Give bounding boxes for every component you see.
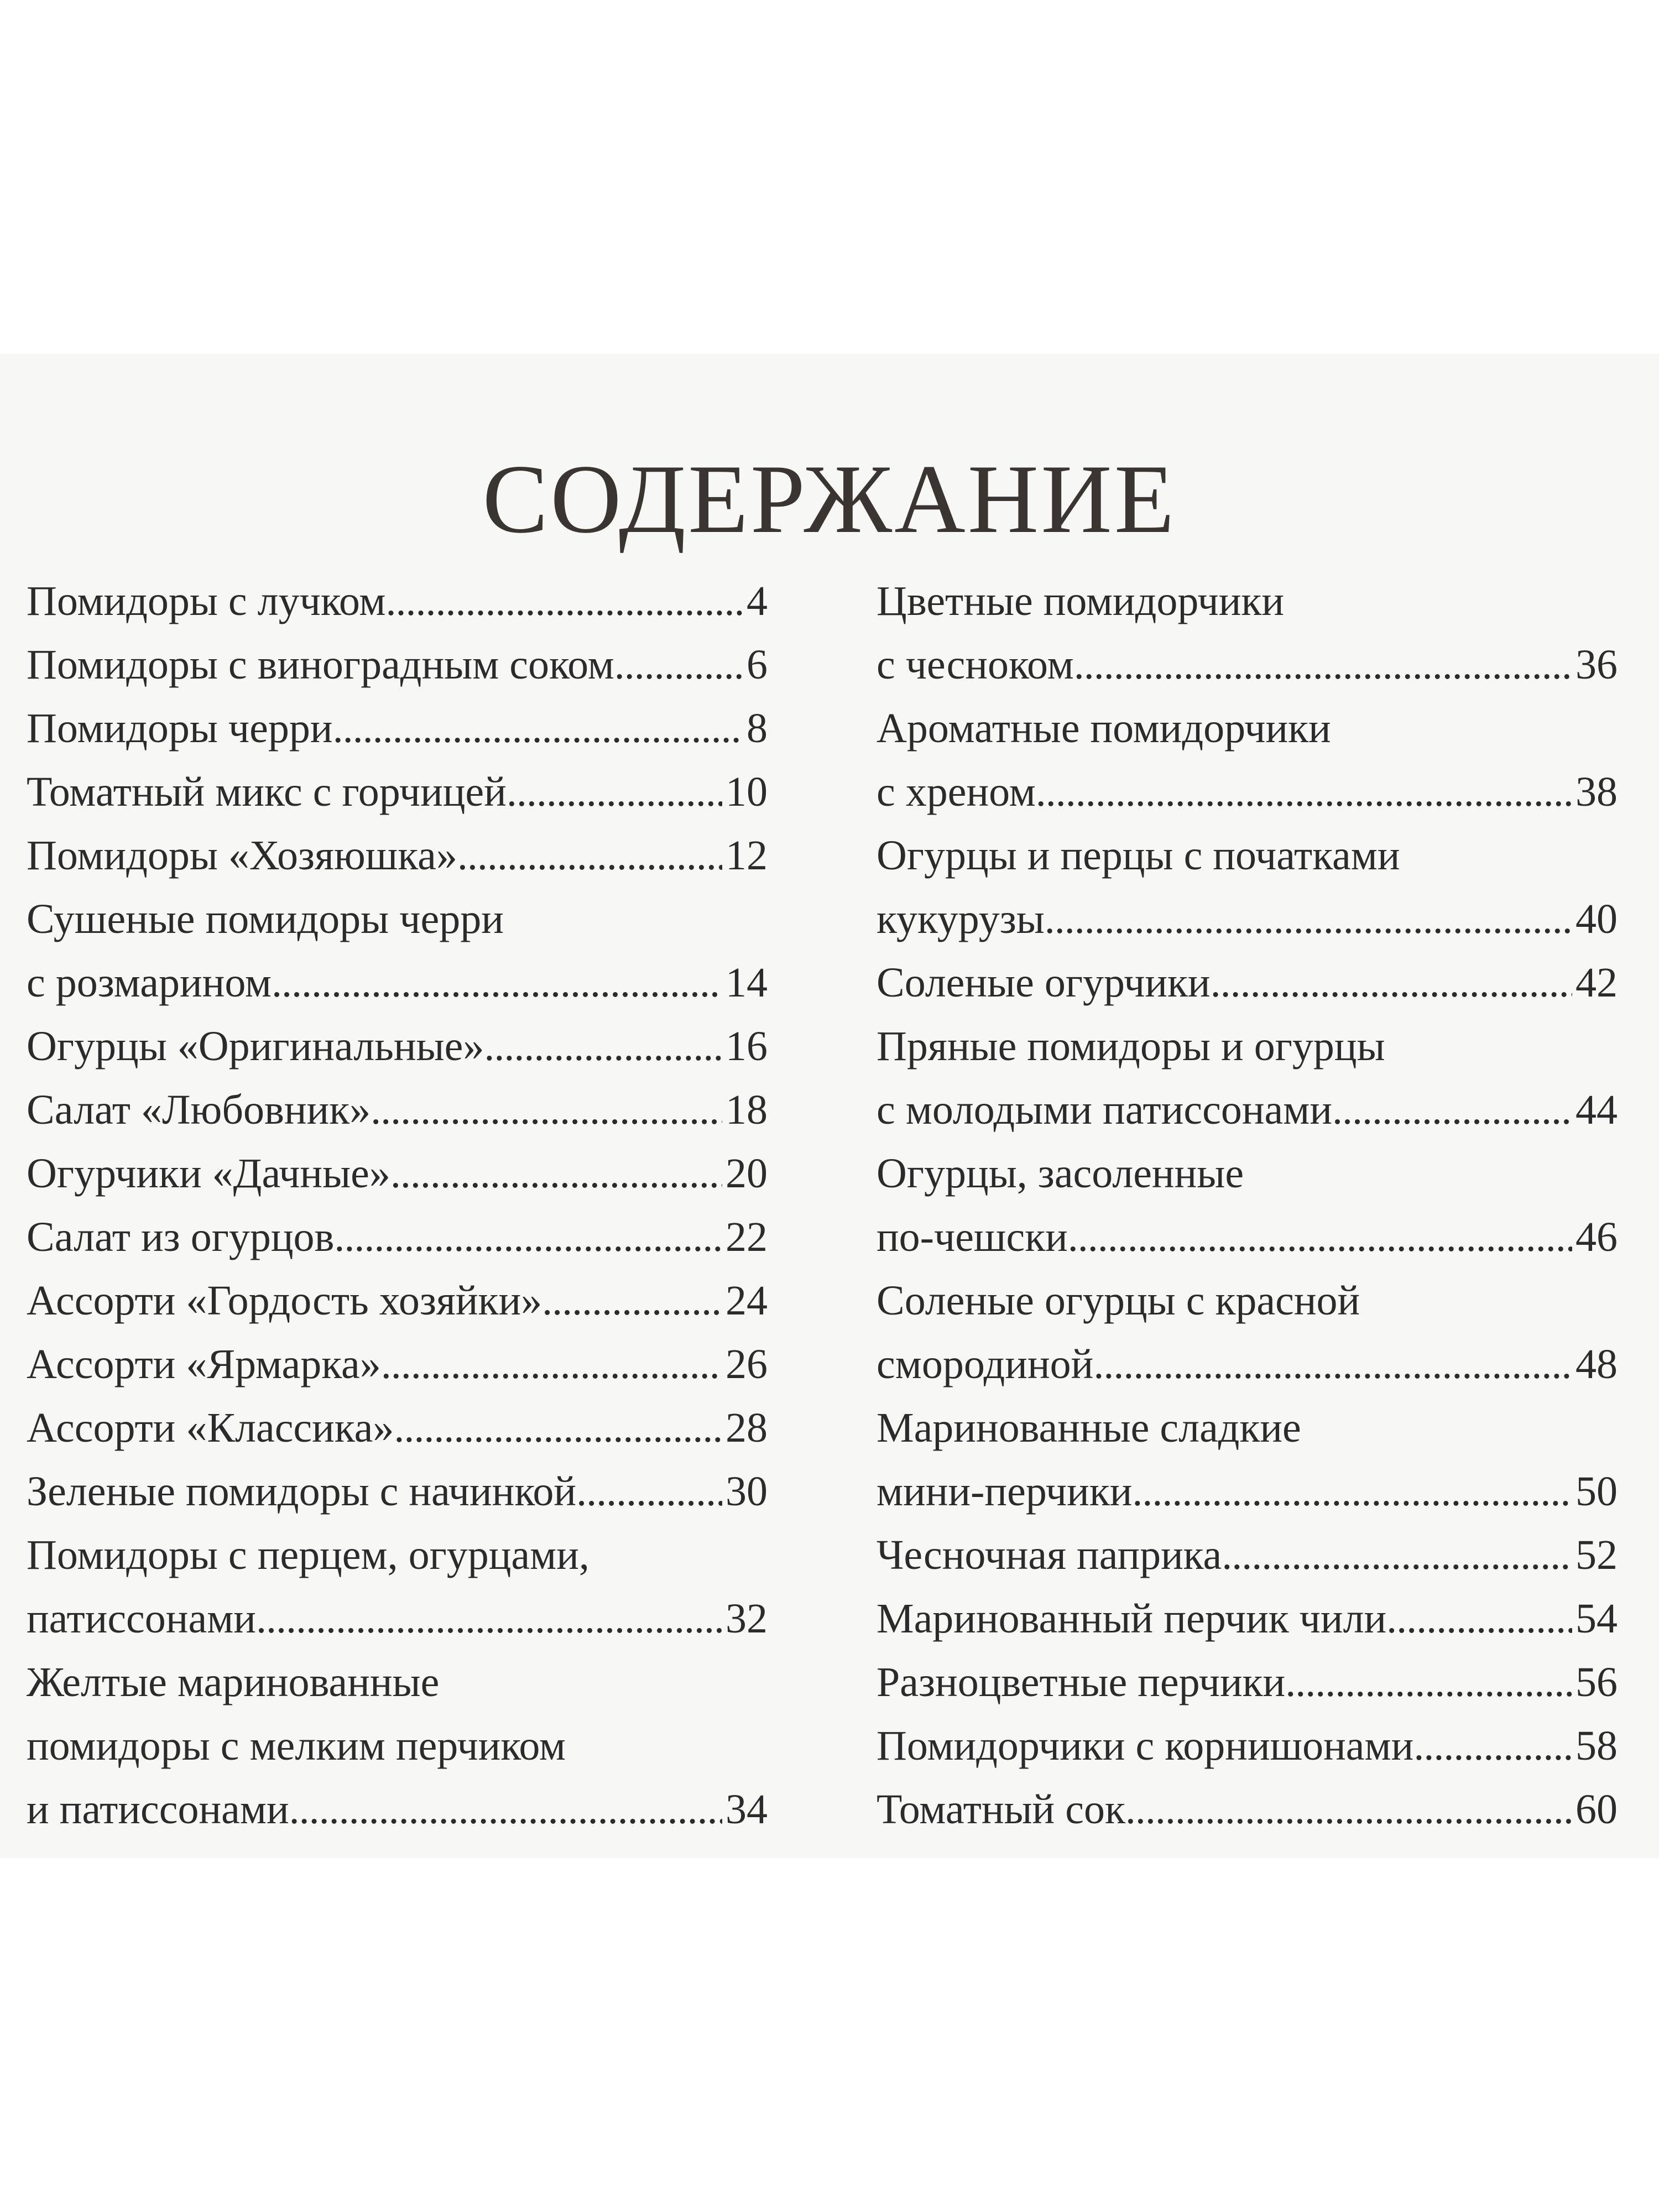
- leader-dots: [1036, 760, 1572, 824]
- toc-entry-final-line: [27, 1778, 768, 1841]
- leader-dots: [1045, 888, 1572, 951]
- leader-dots: [507, 760, 722, 824]
- toc-page-number: 16: [726, 1023, 768, 1070]
- toc-entry-title: Соленые огурчики: [877, 959, 1211, 1006]
- leader-dots: [386, 570, 743, 633]
- toc-entry-title: с молодыми патиссонами: [877, 1087, 1333, 1133]
- toc-entry: [877, 570, 1618, 697]
- toc-entry-final-line: [27, 824, 768, 888]
- leader-dots: [333, 697, 743, 760]
- toc-entry: [27, 1078, 768, 1142]
- toc-entry-title: Ассорти «Классика»: [27, 1405, 394, 1451]
- leader-dots: [542, 1269, 722, 1333]
- leader-dots: [1285, 1651, 1572, 1714]
- toc-entry-final-line: [877, 888, 1618, 951]
- toc-entry-title: по-чешски: [877, 1214, 1068, 1260]
- toc-entry-final-line: [877, 1206, 1618, 1269]
- leader-dots: [1211, 951, 1572, 1015]
- toc-entry-title: Ароматные помидорчики: [877, 705, 1331, 752]
- toc-entry-title: Томатный сок: [877, 1786, 1125, 1833]
- toc-entry-title: Томатный микс с горчицей: [27, 769, 507, 815]
- toc-entry-final-line: [27, 951, 768, 1015]
- toc-page-number: 12: [726, 832, 768, 879]
- toc-entry-final-line: [877, 1714, 1618, 1778]
- toc-page-number: 14: [726, 959, 768, 1006]
- toc-page-number: 52: [1575, 1532, 1618, 1578]
- toc-entry-final-line: [27, 1460, 768, 1524]
- toc-page-number: 8: [747, 705, 768, 752]
- toc-entry-final-line: [877, 1524, 1618, 1587]
- leader-dots: [1093, 1333, 1572, 1396]
- toc-entry-final-line: [27, 1015, 768, 1078]
- toc-entry: [877, 1651, 1618, 1714]
- toc-entry-final-line: [27, 1333, 768, 1396]
- toc-entry-final-line: [877, 633, 1618, 697]
- toc-entry-title: Огурцы, засоленные: [877, 1150, 1244, 1197]
- toc-entry-title: Ассорти «Ярмарка»: [27, 1341, 381, 1387]
- toc-entry-final-line: [877, 1460, 1618, 1524]
- toc-page-number: 44: [1575, 1087, 1618, 1133]
- toc-entry-title: Цветные помидорчики: [877, 578, 1284, 624]
- toc-entry-final-line: [27, 1078, 768, 1142]
- toc-entry-title: мини-перчики: [877, 1468, 1133, 1515]
- toc-entry-title: Ассорти «Гордость хозяйки»: [27, 1277, 542, 1324]
- toc-entry: [27, 1206, 768, 1269]
- leader-dots: [371, 1078, 722, 1142]
- toc-entry-final-line: [27, 633, 768, 697]
- toc-entry: [877, 1142, 1618, 1269]
- toc-entry: [27, 760, 768, 824]
- leader-dots: [1068, 1206, 1572, 1269]
- toc-entry: [27, 1142, 768, 1206]
- toc-entry: [877, 951, 1618, 1015]
- toc-entry: [27, 1333, 768, 1396]
- toc-entry-title: смородиной: [877, 1341, 1094, 1387]
- toc-entry-final-line: [877, 1078, 1618, 1142]
- toc-entry-title: и патиссонами: [27, 1786, 289, 1833]
- toc-entry-title: Зеленые помидоры с начинкой: [27, 1468, 577, 1515]
- toc-page-number: 34: [726, 1786, 768, 1833]
- toc-entry-title: Маринованный перчик чили: [877, 1595, 1387, 1642]
- toc-entry-title: патиссонами: [27, 1595, 256, 1642]
- toc-entry-final-line: [877, 1333, 1618, 1396]
- toc-entry-title: Сушеные помидоры черри: [27, 896, 504, 942]
- toc-entry: [27, 888, 768, 1015]
- toc-entry-title: кукурузы: [877, 896, 1045, 942]
- toc-entry: [877, 824, 1618, 951]
- toc-page-number: 18: [726, 1087, 768, 1133]
- toc-entry-title: Салат «Любовник»: [27, 1087, 371, 1133]
- toc-right-column: [877, 570, 1618, 1841]
- leader-dots: [256, 1587, 722, 1651]
- toc-page-number: 50: [1575, 1468, 1618, 1515]
- toc-page-number: 24: [726, 1277, 768, 1324]
- leader-dots: [1413, 1714, 1572, 1778]
- toc-entry-final-line: [877, 951, 1618, 1015]
- toc-entry-title: Разноцветные перчики: [877, 1659, 1286, 1705]
- toc-entry-final-line: [877, 1587, 1618, 1651]
- toc-entry: [877, 1269, 1618, 1396]
- toc-entry-title: Пряные помидоры и огурцы: [877, 1023, 1385, 1070]
- toc-entry-final-line: [877, 1651, 1618, 1714]
- toc-entry: [877, 697, 1618, 824]
- toc-entry-final-line: [27, 1396, 768, 1460]
- leader-dots: [390, 1142, 722, 1206]
- toc-entry: [877, 1778, 1618, 1841]
- leader-dots: [1332, 1078, 1572, 1142]
- toc-page-number: 58: [1575, 1723, 1618, 1769]
- toc-page-number: 42: [1575, 959, 1618, 1006]
- leader-dots: [394, 1396, 722, 1460]
- toc-entry-title: Желтые маринованные: [27, 1659, 440, 1705]
- toc-entry-title: с чесноком: [877, 641, 1074, 688]
- toc-entry: [27, 1269, 768, 1333]
- toc-entry: [877, 1015, 1618, 1142]
- page-title: СОДЕРЖАНИЕ: [482, 444, 1177, 554]
- toc-entry: [877, 1396, 1618, 1524]
- leader-dots: [1222, 1524, 1572, 1587]
- toc-entry: [27, 697, 768, 760]
- toc-entry: [27, 1396, 768, 1460]
- leader-dots: [289, 1778, 722, 1841]
- toc-page-number: 38: [1575, 769, 1618, 815]
- toc-entry-final-line: [27, 1587, 768, 1651]
- toc-left-column: [27, 570, 768, 1841]
- leader-dots: [1125, 1778, 1572, 1841]
- toc-entry-title: Салат из огурцов: [27, 1214, 335, 1260]
- toc-entry-final-line: [27, 760, 768, 824]
- toc-page-number: 48: [1575, 1341, 1618, 1387]
- toc-entry: [27, 633, 768, 697]
- toc-page-number: 10: [726, 769, 768, 815]
- toc-page-number: 6: [747, 641, 768, 688]
- toc-entry-title: Помидоры с перцем, огурцами,: [27, 1532, 589, 1578]
- toc-entry-title: Помидоры с виноградным соком: [27, 641, 614, 688]
- leader-dots: [272, 951, 722, 1015]
- toc-entry-final-line: [877, 1778, 1618, 1841]
- toc-entry-title: Помидоры «Хозяюшка»: [27, 832, 457, 879]
- toc-page-number: 22: [726, 1214, 768, 1260]
- toc-entry-final-line: [877, 760, 1618, 824]
- toc-page-number: 32: [726, 1595, 768, 1642]
- toc-entry-title: Соленые огурцы с красной: [877, 1277, 1360, 1324]
- toc-page-number: 56: [1575, 1659, 1618, 1705]
- toc-entry-title: Маринованные сладкие: [877, 1405, 1301, 1451]
- toc-entry-final-line: [27, 1269, 768, 1333]
- toc-entry-title: Огурцы и перцы с початками: [877, 832, 1400, 879]
- toc-entry: [877, 1524, 1618, 1587]
- leader-dots: [1386, 1587, 1572, 1651]
- leader-dots: [576, 1460, 722, 1524]
- toc-entry: [877, 1714, 1618, 1778]
- toc-entry-title: Помидоры черри: [27, 705, 333, 752]
- toc-page-number: 54: [1575, 1595, 1618, 1642]
- toc-entry: [27, 570, 768, 633]
- toc-page-number: 36: [1575, 641, 1618, 688]
- toc-page-number: 46: [1575, 1214, 1618, 1260]
- toc-page-number: 30: [726, 1468, 768, 1515]
- toc-entry: [877, 1587, 1618, 1651]
- leader-dots: [1132, 1460, 1572, 1524]
- toc-page-number: 28: [726, 1405, 768, 1451]
- leader-dots: [457, 824, 722, 888]
- toc-entry-title: с хреном: [877, 769, 1036, 815]
- toc-entry-title: с розмарином: [27, 959, 272, 1006]
- leader-dots: [1074, 633, 1572, 697]
- toc-page-number: 20: [726, 1150, 768, 1197]
- toc-entry: [27, 824, 768, 888]
- leader-dots: [381, 1333, 722, 1396]
- toc-entry: [27, 1015, 768, 1078]
- toc-entry: [27, 1524, 768, 1651]
- toc-entry-title: Огурцы «Оригинальные»: [27, 1023, 484, 1070]
- leader-dots: [614, 633, 743, 697]
- toc-page-number: 4: [747, 578, 768, 624]
- toc-page-number: 40: [1575, 896, 1618, 942]
- toc-entry-title: Помидоры с лучком: [27, 578, 386, 624]
- toc-entry-title: Чесночная паприка: [877, 1532, 1222, 1578]
- leader-dots: [484, 1015, 722, 1078]
- toc-entry-title: помидоры с мелким перчиком: [27, 1723, 566, 1769]
- toc-entry-final-line: [27, 1142, 768, 1206]
- toc-entry: [27, 1651, 768, 1841]
- toc-page-number: 26: [726, 1341, 768, 1387]
- toc-page-number: 60: [1575, 1786, 1618, 1833]
- toc-entry-final-line: [27, 697, 768, 760]
- toc-entry: [27, 1460, 768, 1524]
- leader-dots: [334, 1206, 722, 1269]
- toc-entry-final-line: [27, 1206, 768, 1269]
- toc-entry-title: Огурчики «Дачные»: [27, 1150, 390, 1197]
- toc-entry-final-line: [27, 570, 768, 633]
- toc-entry-title: Помидорчики с корнишонами: [877, 1723, 1414, 1769]
